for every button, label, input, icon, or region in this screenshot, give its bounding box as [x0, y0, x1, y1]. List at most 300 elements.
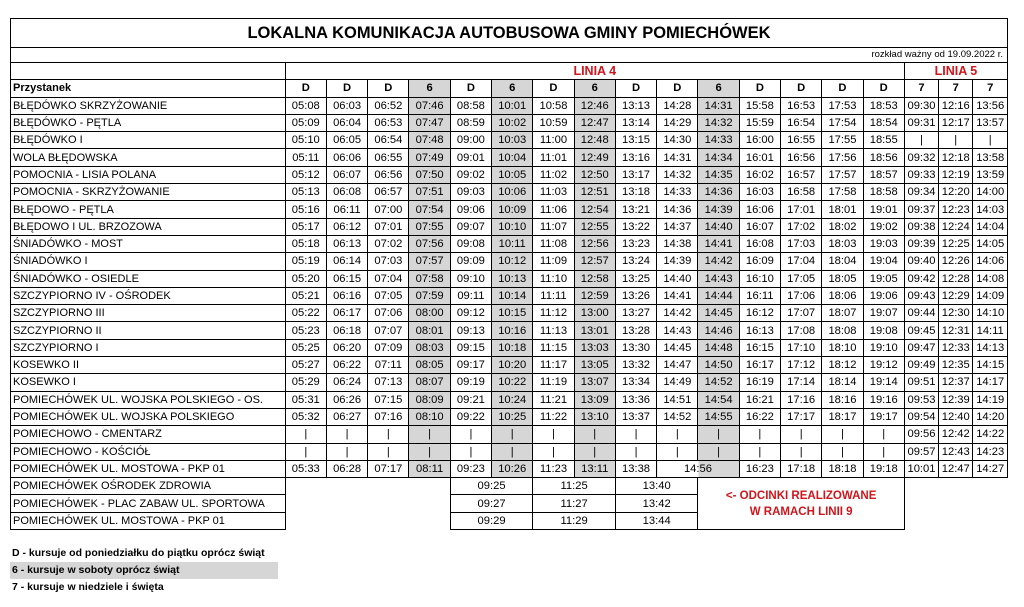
departure-time: 12:50: [574, 166, 615, 183]
timetable-table: [10, 18, 1008, 530]
table-row: [11, 339, 1008, 356]
departure-time: 08:05: [409, 357, 450, 374]
departure-time: 13:13: [615, 97, 656, 114]
segment-note: [698, 478, 904, 530]
departure-time: 14:27: [973, 460, 1008, 477]
departure-time: |: [939, 132, 973, 149]
departure-time: 19:01: [863, 201, 904, 218]
departure-time: 16:54: [781, 114, 822, 131]
departure-time: 12:49: [574, 149, 615, 166]
departure-time: 07:51: [409, 184, 450, 201]
departure-time: 14:06: [973, 253, 1008, 270]
stop-name: POMIECHÓWEK UL. MOSTOWA - PKP 01: [11, 512, 286, 529]
departure-time: 13:07: [574, 374, 615, 391]
departure-time: 16:55: [781, 132, 822, 149]
departure-time: 18:56: [863, 149, 904, 166]
departure-time: 10:20: [492, 357, 533, 374]
stop-name: KOSEWKO II: [11, 357, 286, 374]
departure-time: 16:01: [739, 149, 780, 166]
departure-time: 09:53: [904, 391, 938, 408]
departure-time: 16:00: [739, 132, 780, 149]
departure-time: 16:22: [739, 408, 780, 425]
departure-time: 12:39: [939, 391, 973, 408]
departure-time: 14:43: [698, 270, 739, 287]
departure-time: 10:12: [492, 253, 533, 270]
departure-time: 12:37: [939, 374, 973, 391]
departure-time: 06:26: [326, 391, 367, 408]
departure-time: 11:29: [533, 512, 616, 529]
departure-time: 12:42: [939, 426, 973, 443]
departure-time: |: [739, 426, 780, 443]
course-type-l4: D: [326, 80, 367, 97]
departure-time: 06:57: [368, 184, 409, 201]
departure-time: 17:07: [781, 305, 822, 322]
table-row: [11, 426, 1008, 443]
departure-time: 13:25: [615, 270, 656, 287]
departure-time: 14:28: [657, 97, 698, 114]
departure-time: 12:33: [939, 339, 973, 356]
departure-time: |: [973, 132, 1008, 149]
departure-time: 07:06: [368, 305, 409, 322]
stop-name: ŚNIADÓWKO - MOST: [11, 235, 286, 252]
departure-time: 07:55: [409, 218, 450, 235]
departure-time: 17:04: [781, 253, 822, 270]
departure-time: 18:16: [822, 391, 863, 408]
course-type-l4: D: [657, 80, 698, 97]
departure-time: 07:03: [368, 253, 409, 270]
departure-time: 07:09: [368, 339, 409, 356]
departure-time: |: [781, 443, 822, 460]
departure-time: 10:16: [492, 322, 533, 339]
course-type-l4: D: [781, 80, 822, 97]
departure-time: 07:04: [368, 270, 409, 287]
departure-time: 08:58: [450, 97, 491, 114]
departure-time: 14:56: [657, 460, 740, 477]
departure-time: |: [863, 426, 904, 443]
departure-time: 06:12: [326, 218, 367, 235]
departure-time: 14:36: [698, 184, 739, 201]
departure-time: |: [615, 426, 656, 443]
departure-time: 14:09: [973, 287, 1008, 304]
departure-time: |: [657, 443, 698, 460]
departure-time: 15:59: [739, 114, 780, 131]
table-row: [11, 253, 1008, 270]
departure-time: 09:38: [904, 218, 938, 235]
departure-time: 09:27: [450, 495, 533, 512]
departure-time: 13:28: [615, 322, 656, 339]
table-row: [11, 305, 1008, 322]
legend-6: 6 - kursuje w soboty oprócz świąt: [10, 562, 278, 579]
table-row: [11, 184, 1008, 201]
departure-time: 05:31: [285, 391, 326, 408]
departure-time: 17:58: [822, 184, 863, 201]
departure-time: 14:11: [973, 322, 1008, 339]
stop-name: POMIECHÓWEK UL. WOJSKA POLSKIEGO - OS.: [11, 391, 286, 408]
departure-time: 10:18: [492, 339, 533, 356]
departure-time: 07:57: [409, 253, 450, 270]
departure-time: |: [822, 443, 863, 460]
blank-area: [904, 478, 1007, 530]
departure-time: 11:06: [533, 201, 574, 218]
table-row: [11, 287, 1008, 304]
departure-time: 14:34: [698, 149, 739, 166]
departure-time: |: [781, 426, 822, 443]
course-type-l4: D: [368, 80, 409, 97]
departure-time: 05:27: [285, 357, 326, 374]
departure-time: 14:33: [698, 132, 739, 149]
departure-time: 12:26: [939, 253, 973, 270]
departure-time: 10:58: [533, 97, 574, 114]
departure-time: 17:17: [781, 408, 822, 425]
departure-time: 19:05: [863, 270, 904, 287]
page-title: LOKALNA KOMUNIKACJA AUTOBUSOWA GMINY POMIECHÓWEK: [11, 19, 1008, 48]
departure-time: 12:48: [574, 132, 615, 149]
departure-time: 05:08: [285, 97, 326, 114]
departure-time: 09:51: [904, 374, 938, 391]
departure-time: 14:10: [973, 305, 1008, 322]
departure-time: 16:15: [739, 339, 780, 356]
departure-time: 16:09: [739, 253, 780, 270]
blank-area: [285, 478, 450, 530]
departure-time: 12:20: [939, 184, 973, 201]
departure-time: 14:33: [657, 184, 698, 201]
departure-time: 14:20: [973, 408, 1008, 425]
stop-name: POMOCNIA - SKRZYŻOWANIE: [11, 184, 286, 201]
departure-time: 14:30: [657, 132, 698, 149]
departure-time: |: [450, 443, 491, 460]
departure-time: 17:05: [781, 270, 822, 287]
table-row: [11, 443, 1008, 460]
departure-time: |: [533, 426, 574, 443]
departure-time: |: [863, 443, 904, 460]
departure-time: 18:14: [822, 374, 863, 391]
departure-time: 05:19: [285, 253, 326, 270]
departure-time: 18:06: [822, 287, 863, 304]
departure-time: 11:17: [533, 357, 574, 374]
departure-time: 05:22: [285, 305, 326, 322]
departure-time: 05:18: [285, 235, 326, 252]
stop-name: BŁĘDOWO I UL. BRZOZOWA: [11, 218, 286, 235]
departure-time: 13:59: [973, 166, 1008, 183]
departure-time: 10:59: [533, 114, 574, 131]
departure-time: 12:51: [574, 184, 615, 201]
departure-time: 05:11: [285, 149, 326, 166]
departure-time: 13:18: [615, 184, 656, 201]
departure-time: 16:08: [739, 235, 780, 252]
departure-time: 11:02: [533, 166, 574, 183]
departure-time: 18:07: [822, 305, 863, 322]
departure-time: 05:33: [285, 460, 326, 477]
departure-time: 17:55: [822, 132, 863, 149]
departure-time: 13:22: [615, 218, 656, 235]
departure-time: 09:10: [450, 270, 491, 287]
departure-time: 09:22: [450, 408, 491, 425]
departure-time: 17:12: [781, 357, 822, 374]
departure-time: 08:03: [409, 339, 450, 356]
departure-time: 16:53: [781, 97, 822, 114]
departure-time: 16:21: [739, 391, 780, 408]
departure-time: 06:56: [368, 166, 409, 183]
departure-time: 18:55: [863, 132, 904, 149]
departure-time: 07:49: [409, 149, 450, 166]
departure-time: 07:01: [368, 218, 409, 235]
departure-time: 07:11: [368, 357, 409, 374]
departure-time: 18:10: [822, 339, 863, 356]
extra-row: [11, 478, 1008, 495]
departure-time: 14:32: [657, 166, 698, 183]
departure-time: 11:23: [533, 460, 574, 477]
departure-time: 17:57: [822, 166, 863, 183]
departure-time: 14:45: [698, 305, 739, 322]
departure-time: 10:11: [492, 235, 533, 252]
departure-time: 16:11: [739, 287, 780, 304]
departure-time: 13:03: [574, 339, 615, 356]
stop-name: SZCZYPIORNO II: [11, 322, 286, 339]
departure-time: 05:25: [285, 339, 326, 356]
departure-time: 06:07: [326, 166, 367, 183]
departure-time: |: [492, 443, 533, 460]
departure-time: 08:00: [409, 305, 450, 322]
stop-name: POMIECHÓWEK - PLAC ZABAW UL. SPORTOWA: [11, 495, 286, 512]
stop-name: POMIECHÓWEK UL. WOJSKA POLSKIEGO: [11, 408, 286, 425]
departure-time: 17:10: [781, 339, 822, 356]
departure-time: 18:05: [822, 270, 863, 287]
departure-time: 07:16: [368, 408, 409, 425]
table-row: [11, 408, 1008, 425]
departure-time: 19:08: [863, 322, 904, 339]
stop-name: POMIECHÓWEK UL. MOSTOWA - PKP 01: [11, 460, 286, 477]
departure-time: 12:18: [939, 149, 973, 166]
stop-name: POMIECHOWO - CMENTARZ: [11, 426, 286, 443]
departure-time: 08:09: [409, 391, 450, 408]
departure-time: 06:14: [326, 253, 367, 270]
departure-time: |: [450, 426, 491, 443]
departure-time: 09:02: [450, 166, 491, 183]
departure-time: 12:57: [574, 253, 615, 270]
stop-name: ŚNIADÓWKO - OSIEDLE: [11, 270, 286, 287]
course-type-l4: 6: [409, 80, 450, 97]
departure-time: 13:27: [615, 305, 656, 322]
departure-time: 12:29: [939, 287, 973, 304]
departure-time: 07:05: [368, 287, 409, 304]
departure-time: 14:52: [698, 374, 739, 391]
departure-time: 09:49: [904, 357, 938, 374]
course-type-l4: D: [822, 80, 863, 97]
departure-time: 13:14: [615, 114, 656, 131]
departure-time: 12:19: [939, 166, 973, 183]
departure-time: 05:29: [285, 374, 326, 391]
departure-time: 13:11: [574, 460, 615, 477]
departure-time: 05:17: [285, 218, 326, 235]
departure-time: 06:20: [326, 339, 367, 356]
stop-name: SZCZYPIORNO I: [11, 339, 286, 356]
departure-time: 14:49: [657, 374, 698, 391]
table-row: [11, 357, 1008, 374]
legend-d: D - kursuje od poniedziałku do piątku oprócz świąt: [12, 547, 265, 559]
departure-time: 14:41: [657, 287, 698, 304]
departure-time: 19:02: [863, 218, 904, 235]
departure-time: 07:56: [409, 235, 450, 252]
departure-time: 10:13: [492, 270, 533, 287]
departure-time: 05:21: [285, 287, 326, 304]
departure-time: 14:05: [973, 235, 1008, 252]
departure-time: 12:30: [939, 305, 973, 322]
table-row: [11, 114, 1008, 131]
departure-time: 13:58: [973, 149, 1008, 166]
table-row: [11, 97, 1008, 114]
departure-time: 13:57: [973, 114, 1008, 131]
departure-time: 06:15: [326, 270, 367, 287]
departure-time: 08:59: [450, 114, 491, 131]
departure-time: 10:04: [492, 149, 533, 166]
departure-time: 05:12: [285, 166, 326, 183]
departure-time: 06:55: [368, 149, 409, 166]
departure-time: 09:08: [450, 235, 491, 252]
table-row: [11, 374, 1008, 391]
departure-time: |: [285, 426, 326, 443]
departure-time: 07:48: [409, 132, 450, 149]
departure-time: 18:01: [822, 201, 863, 218]
departure-time: 11:07: [533, 218, 574, 235]
departure-time: 16:57: [781, 166, 822, 183]
departure-time: 09:03: [450, 184, 491, 201]
departure-time: 14:39: [657, 253, 698, 270]
departure-time: 12:59: [574, 287, 615, 304]
departure-time: 14:32: [698, 114, 739, 131]
departure-time: 06:04: [326, 114, 367, 131]
departure-time: 17:18: [781, 460, 822, 477]
departure-time: 09:23: [450, 460, 491, 477]
course-type-l5: 7: [939, 80, 973, 97]
departure-time: 19:10: [863, 339, 904, 356]
departure-time: 10:03: [492, 132, 533, 149]
departure-time: 07:59: [409, 287, 450, 304]
departure-time: 10:15: [492, 305, 533, 322]
departure-time: 17:14: [781, 374, 822, 391]
header-row: [11, 80, 1008, 97]
departure-time: 17:03: [781, 235, 822, 252]
departure-time: 17:54: [822, 114, 863, 131]
departure-time: 16:56: [781, 149, 822, 166]
departure-time: 06:08: [326, 184, 367, 201]
departure-time: 05:32: [285, 408, 326, 425]
departure-time: 08:10: [409, 408, 450, 425]
course-type-l4: D: [533, 80, 574, 97]
departure-time: 07:07: [368, 322, 409, 339]
departure-time: 11:13: [533, 322, 574, 339]
departure-time: 12:58: [574, 270, 615, 287]
departure-time: 06:24: [326, 374, 367, 391]
departure-time: 09:44: [904, 305, 938, 322]
departure-time: 14:55: [698, 408, 739, 425]
departure-time: 17:16: [781, 391, 822, 408]
blank-cell: [11, 63, 286, 80]
departure-time: 14:13: [973, 339, 1008, 356]
departure-time: 09:00: [450, 132, 491, 149]
departure-time: 09:47: [904, 339, 938, 356]
departure-time: 06:52: [368, 97, 409, 114]
departure-time: 13:32: [615, 357, 656, 374]
departure-time: 06:53: [368, 114, 409, 131]
departure-time: 14:42: [698, 253, 739, 270]
departure-time: 08:07: [409, 374, 450, 391]
departure-time: 11:25: [533, 478, 616, 495]
departure-time: 09:09: [450, 253, 491, 270]
departure-time: 18:02: [822, 218, 863, 235]
departure-time: 07:13: [368, 374, 409, 391]
departure-time: 11:09: [533, 253, 574, 270]
departure-time: |: [822, 426, 863, 443]
departure-time: 09:40: [904, 253, 938, 270]
departure-time: 06:18: [326, 322, 367, 339]
departure-time: |: [409, 443, 450, 460]
departure-time: 09:54: [904, 408, 938, 425]
departure-time: 17:02: [781, 218, 822, 235]
departure-time: 13:21: [615, 201, 656, 218]
departure-time: 14:19: [973, 391, 1008, 408]
departure-time: 16:19: [739, 374, 780, 391]
departure-time: 17:01: [781, 201, 822, 218]
departure-time: 10:01: [492, 97, 533, 114]
course-type-l5: 7: [904, 80, 938, 97]
departure-time: |: [739, 443, 780, 460]
departure-time: 09:25: [450, 478, 533, 495]
departure-time: 14:17: [973, 374, 1008, 391]
stop-name: WOLA BŁĘDOWSKA: [11, 149, 286, 166]
stop-name: SZCZYPIORNO IV - OŚRODEK: [11, 287, 286, 304]
stop-name: KOSEWKO I: [11, 374, 286, 391]
departure-time: 13:10: [574, 408, 615, 425]
departure-time: 16:58: [781, 184, 822, 201]
departure-time: 16:07: [739, 218, 780, 235]
departure-time: 10:01: [904, 460, 938, 477]
departure-time: 13:09: [574, 391, 615, 408]
departure-time: 14:45: [657, 339, 698, 356]
departure-time: 13:36: [615, 391, 656, 408]
departure-time: 14:36: [657, 201, 698, 218]
departure-time: 14:03: [973, 201, 1008, 218]
departure-time: 16:02: [739, 166, 780, 183]
departure-time: 09:12: [450, 305, 491, 322]
departure-time: 14:35: [698, 166, 739, 183]
legend-7: 7 - kursuje w niedziele i święta: [12, 581, 164, 593]
departure-time: 07:47: [409, 114, 450, 131]
table-row: [11, 270, 1008, 287]
departure-time: 09:45: [904, 322, 938, 339]
line-row: [11, 63, 1008, 80]
departure-time: 19:07: [863, 305, 904, 322]
departure-time: 07:50: [409, 166, 450, 183]
departure-time: 14:44: [698, 287, 739, 304]
departure-time: 09:01: [450, 149, 491, 166]
departure-time: |: [904, 132, 938, 149]
table-row: [11, 132, 1008, 149]
departure-time: 16:03: [739, 184, 780, 201]
course-type-l4: D: [739, 80, 780, 97]
departure-time: |: [698, 443, 739, 460]
departure-time: 14:48: [698, 339, 739, 356]
departure-time: 14:50: [698, 357, 739, 374]
departure-time: 06:27: [326, 408, 367, 425]
departure-time: 12:55: [574, 218, 615, 235]
stop-name: BŁĘDÓWKO I: [11, 132, 286, 149]
departure-time: 19:16: [863, 391, 904, 408]
departure-time: 06:11: [326, 201, 367, 218]
validity-row: [11, 48, 1008, 63]
departure-time: 09:29: [450, 512, 533, 529]
departure-time: 07:00: [368, 201, 409, 218]
departure-time: 18:12: [822, 357, 863, 374]
